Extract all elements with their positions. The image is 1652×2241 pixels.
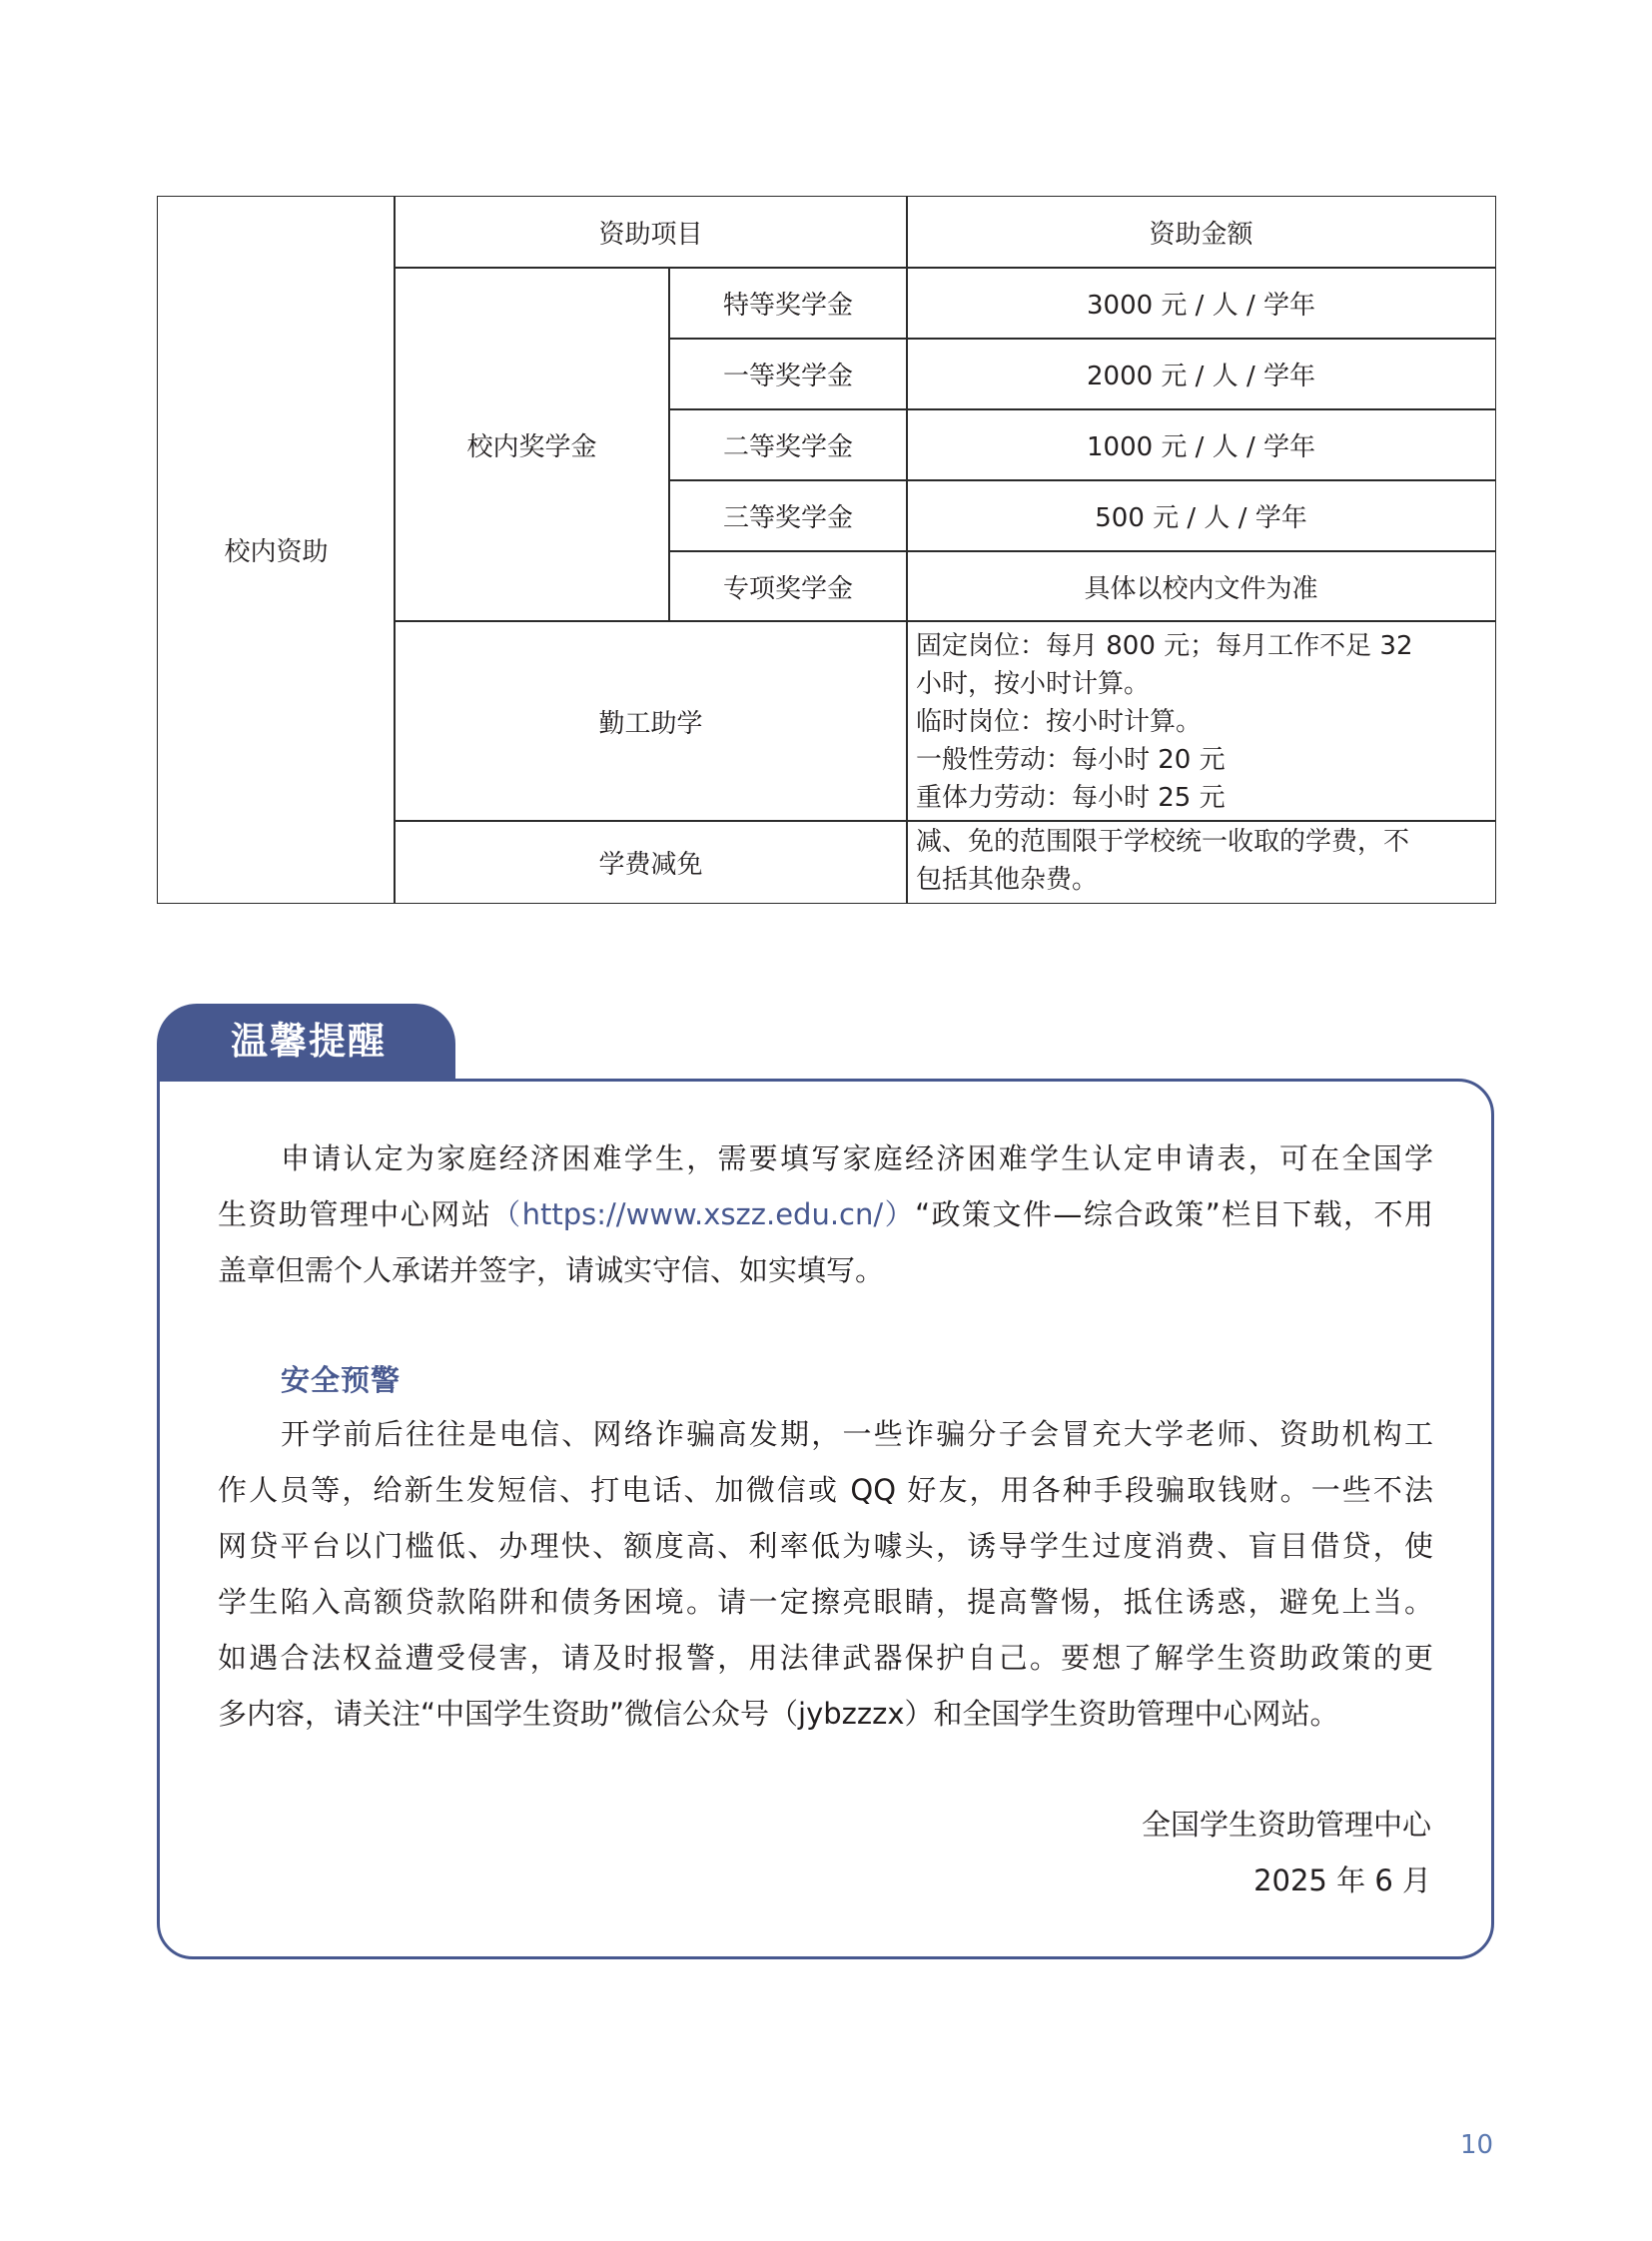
tuition-waiver-detail-line: 减、免的范围限于学校统一收取的学费，不 [916, 827, 1410, 857]
paragraph-line: 申请认定为家庭经济困难学生，需要填写家庭经济困难学生认定申请表，可在全国学 [281, 1141, 1433, 1175]
scholarship-amount-cell [906, 267, 1496, 340]
work-study-detail-cell [906, 620, 1496, 822]
signature-date: 2025 年 6 月 [1253, 1864, 1431, 1897]
scholarship-group-label: 校内奖学金 [466, 431, 597, 462]
paragraph-line: 开学前后往往是电信、网络诈骗高发期，一些诈骗分子会冒充大学老师、资助机构工 [281, 1417, 1433, 1451]
work-study-detail-line: 一般性劳动：每小时 20 元 [916, 745, 1226, 775]
scholarship-amount: 500 元 / 人 / 学年 [1095, 503, 1307, 533]
scholarship-name: 特等奖学金 [722, 291, 853, 321]
tuition-waiver-label: 学费减免 [598, 849, 703, 880]
scholarship-name-cell [668, 338, 908, 410]
signature-org: 全国学生资助管理中心 [1141, 1808, 1431, 1842]
work-study-detail-line: 固定岗位：每月 800 元；每月工作不足 32 [916, 631, 1413, 661]
paragraph-line: 作人员等，给新生发短信、打电话、加微信或 QQ 好友，用各种手段骗取钱财。一些不法 [218, 1473, 1433, 1507]
tuition-waiver-detail-line: 包括其他杂费。 [916, 865, 1099, 895]
header-amount: 资助金额 [1149, 220, 1253, 250]
scholarship-name-cell [668, 408, 908, 481]
scholarship-group-cell [394, 267, 670, 622]
work-study-detail-line: 临时岗位：按小时计算。 [916, 707, 1203, 737]
tuition-waiver-detail-cell [906, 820, 1496, 904]
page-number: 10 [1460, 2130, 1494, 2160]
scholarship-name: 一等奖学金 [722, 362, 853, 391]
section-cell [157, 196, 396, 904]
scholarship-amount: 2000 元 / 人 / 学年 [1086, 362, 1315, 391]
application-paragraph [218, 1130, 1433, 1298]
scholarship-name-cell [668, 267, 908, 340]
work-study-cell [394, 620, 908, 822]
paragraph-line: 多内容，请关注“中国学生资助”微信公众号（jybzzzx）和全国学生资助管理中心网站。 [218, 1697, 1339, 1731]
header-item: 资助项目 [598, 220, 703, 250]
section-label: 校内资助 [224, 537, 329, 567]
scholarship-amount-cell [906, 338, 1496, 410]
scholarship-name-cell [668, 550, 908, 622]
header-amount-cell [906, 196, 1496, 269]
paragraph-line: 学生陷入高额贷款陷阱和债务困境。请一定擦亮眼睛，提高警惕，抵住诱惑，避免上当。 [218, 1585, 1433, 1619]
tuition-waiver-cell [394, 820, 908, 904]
scholarship-amount-cell [906, 408, 1496, 481]
paragraph-text: 生资助管理中心网站 [218, 1197, 492, 1231]
scholarship-name: 二等奖学金 [722, 432, 853, 462]
scholarship-name-cell [668, 479, 908, 552]
scholarship-amount: 具体以校内文件为准 [1084, 573, 1318, 604]
scholarship-amount-cell [906, 479, 1496, 552]
safety-heading: 安全预警 [281, 1363, 402, 1397]
paragraph-line [218, 1186, 1433, 1242]
work-study-detail-line: 小时，按小时计算。 [916, 669, 1151, 699]
scholarship-amount: 1000 元 / 人 / 学年 [1086, 432, 1315, 462]
scholarship-name: 专项奖学金 [722, 573, 853, 604]
safety-paragraph [218, 1406, 1433, 1742]
header-item-cell [394, 196, 908, 269]
work-study-label: 勤工助学 [598, 708, 703, 739]
website-link[interactable]: （https://www.xszz.edu.cn/） [491, 1197, 916, 1231]
paragraph-line: 如遇合法权益遭受侵害，请及时报警，用法律武器保护自己。要想了解学生资助政策的更 [218, 1641, 1433, 1675]
scholarship-amount: 3000 元 / 人 / 学年 [1086, 291, 1315, 321]
paragraph-text: “政策文件—综合政策”栏目下载，不用 [915, 1197, 1433, 1231]
scholarship-name: 三等奖学金 [722, 503, 853, 533]
reminder-title: 温馨提醒 [231, 1020, 387, 1063]
paragraph-line: 网贷平台以门槛低、办理快、额度高、利率低为噱头，诱导学生过度消费、盲目借贷，使 [218, 1529, 1433, 1563]
reminder-tab [157, 1004, 455, 1081]
scholarship-amount-cell [906, 550, 1496, 622]
paragraph-line: 盖章但需个人承诺并签字，请诚实守信、如实填写。 [218, 1253, 885, 1287]
funding-table [157, 196, 1496, 904]
work-study-detail-line: 重体力劳动：每小时 25 元 [916, 783, 1226, 813]
